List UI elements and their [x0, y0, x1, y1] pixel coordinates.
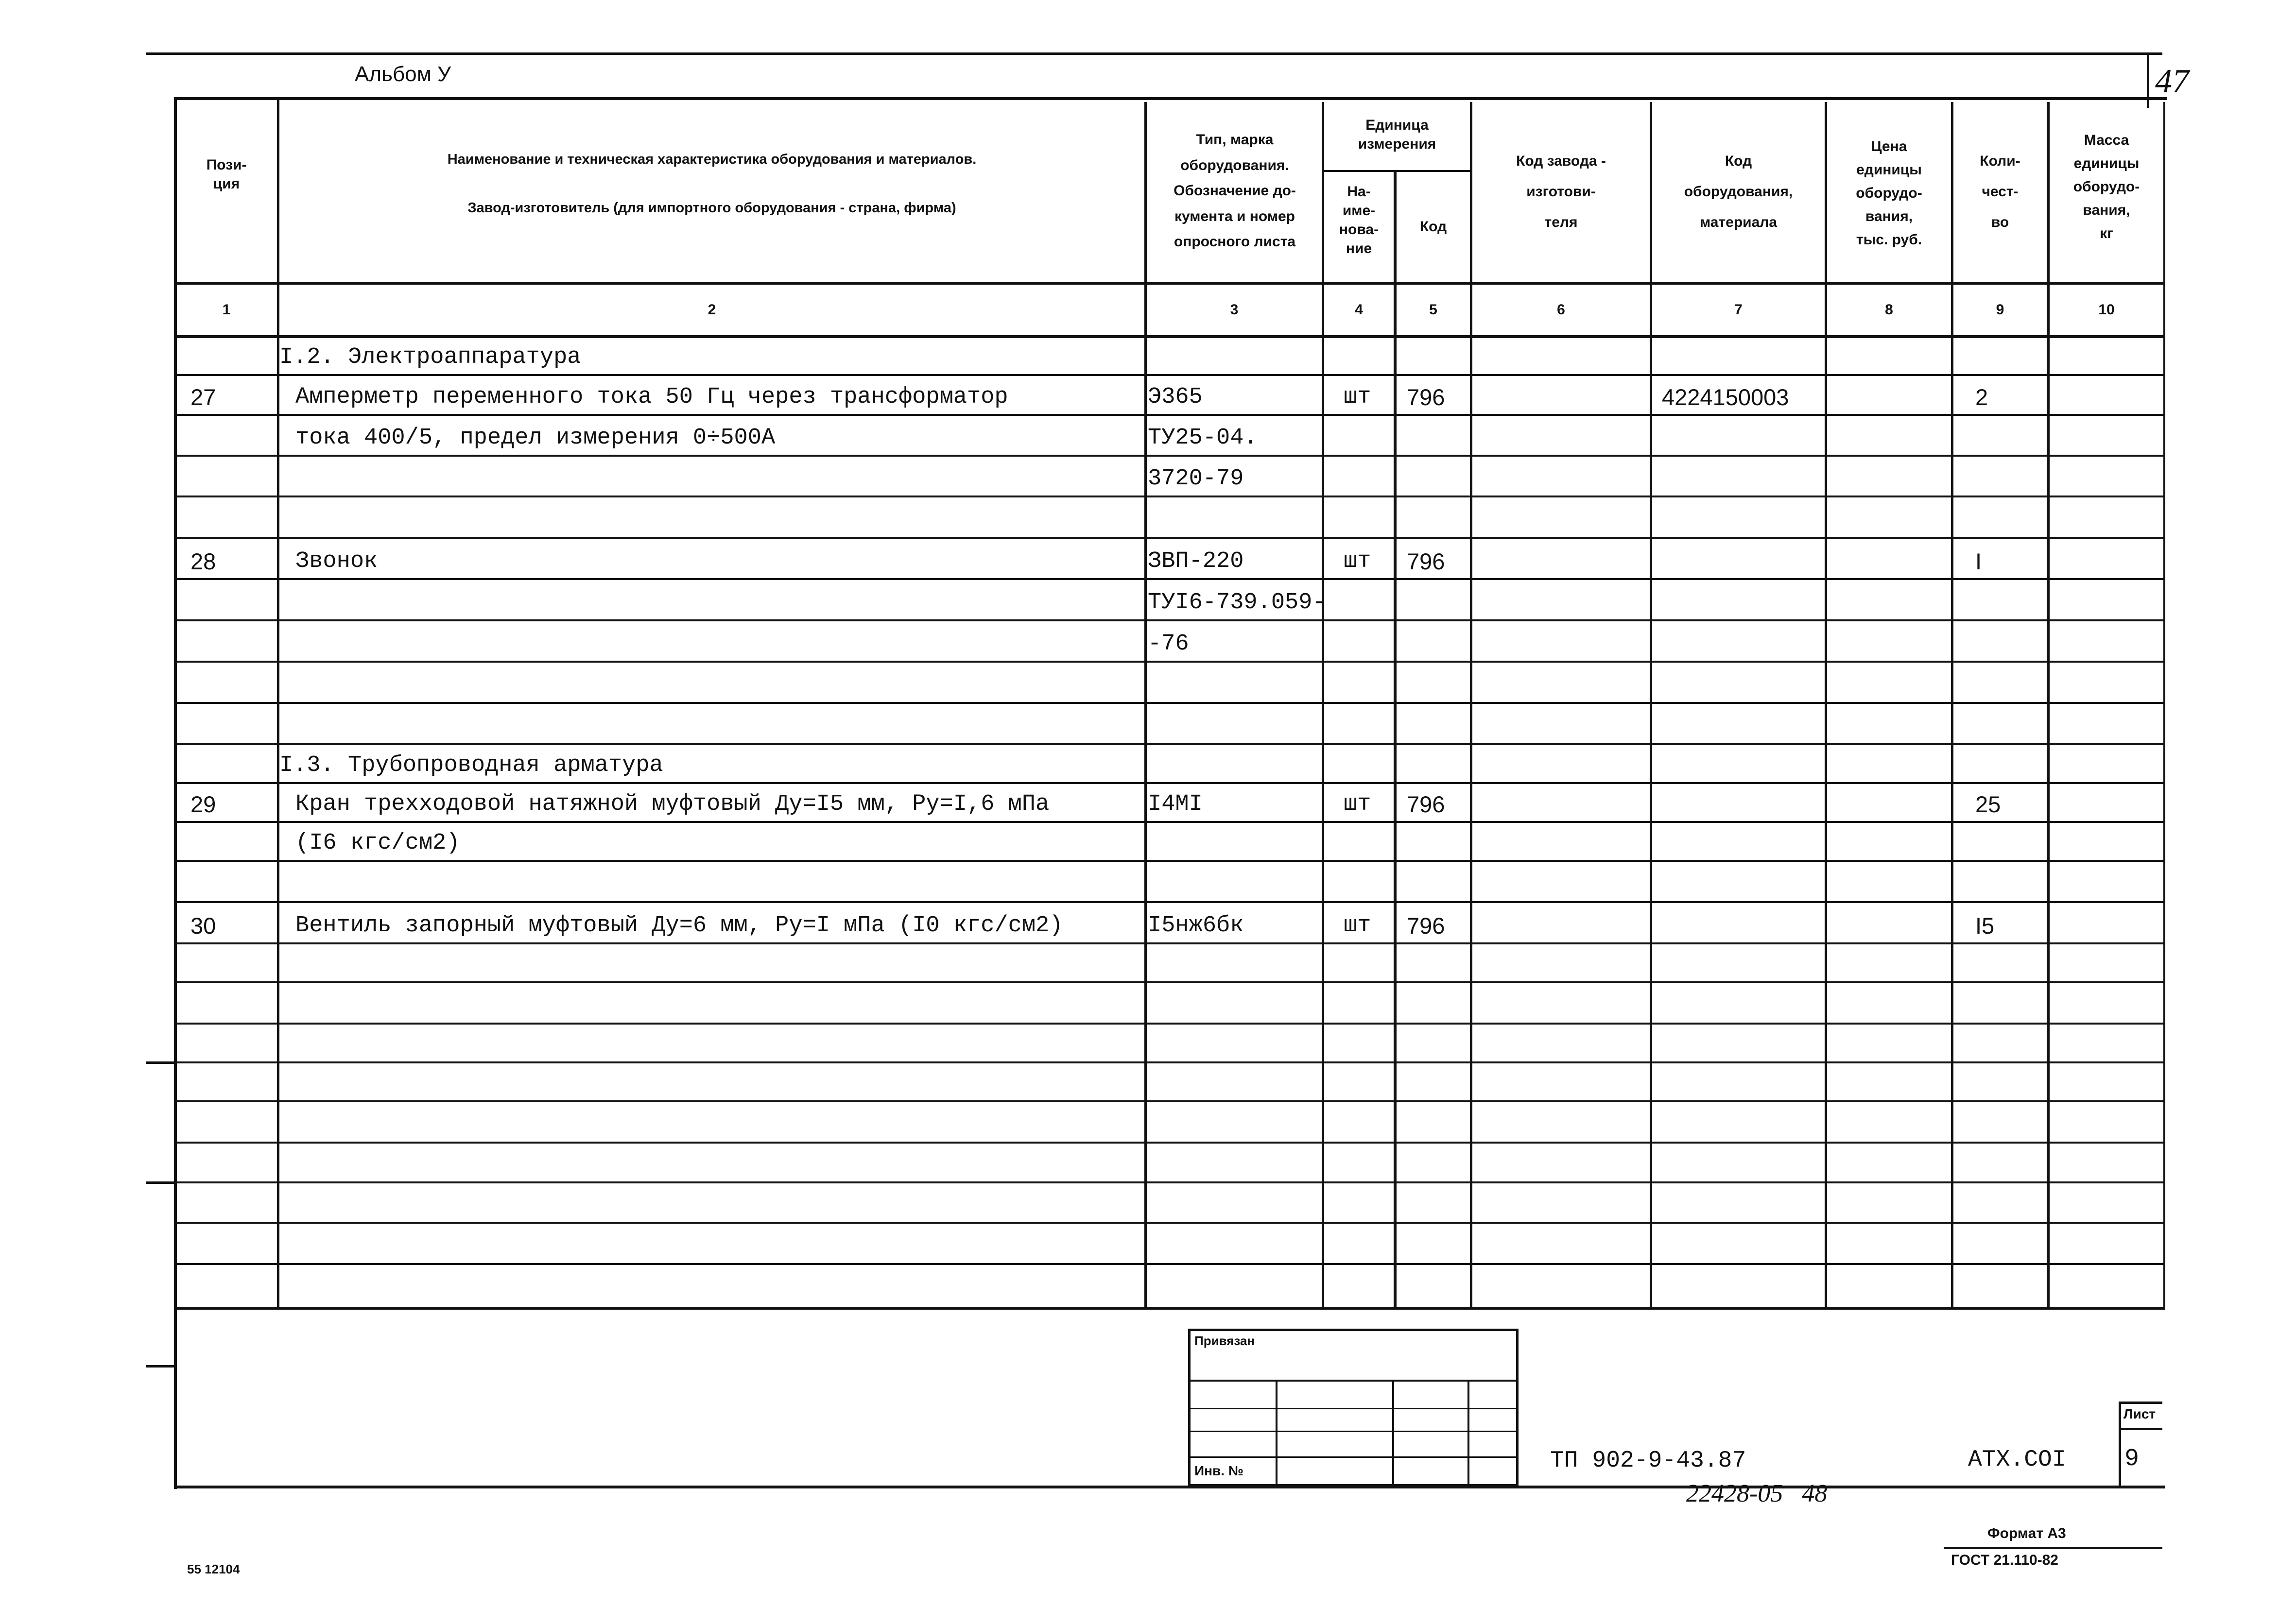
header-type: Тип, марка оборудования. Обозначение до- кумента и номер опросного листа — [1174, 132, 1296, 250]
doc-code: ТП 902-9-43.87 — [1550, 1448, 1746, 1474]
colnum-4: 4 — [1355, 302, 1363, 318]
cell-name: Кран трехходовой натяжной муфтовый Ду=I5 мм, Ру=I,6 мПа — [295, 791, 1050, 817]
gost-label: ГОСТ 21.110-82 — [1951, 1552, 2058, 1568]
row-line — [175, 901, 2165, 903]
handwritten-inventory-number: 22428-05 48 — [1686, 1480, 1828, 1507]
sheet-box-mid — [2119, 1428, 2162, 1430]
col-border-4 — [1394, 170, 1397, 1309]
sheet-number: 9 — [2124, 1445, 2140, 1473]
top-rule — [146, 52, 2162, 55]
cell-name: Амперметр переменного тока 50 Гц через трансформатор — [295, 384, 1008, 410]
cell-unit: шт — [1344, 548, 1371, 574]
header-bottom-border — [175, 282, 2165, 285]
sheet-box-top — [2119, 1402, 2162, 1404]
cell-pos: 28 — [190, 548, 216, 574]
album-label: Альбом У — [355, 62, 451, 86]
cell-pos: 27 — [190, 384, 216, 410]
colnum-5: 5 — [1429, 302, 1437, 318]
row-line — [175, 1142, 2165, 1144]
page-number-box-left — [2147, 54, 2149, 108]
stamp-vline-1 — [1276, 1380, 1277, 1487]
row-line — [175, 1181, 2165, 1183]
cell-type: 3720-79 — [1148, 466, 1244, 492]
title-bottom-border — [175, 1486, 2165, 1488]
cell-pos: 30 — [190, 913, 216, 939]
cell-unit: шт — [1344, 913, 1371, 939]
header-quantity: Коли- чест- во — [1980, 153, 2020, 230]
row-line — [175, 661, 2165, 663]
cell-type: -76 — [1148, 631, 1189, 657]
stamp-inv-no: Инв. № — [1194, 1463, 1244, 1478]
cell-pos: 29 — [190, 791, 216, 817]
cell-code: 796 — [1407, 384, 1445, 410]
margin-mark-3 — [146, 1365, 175, 1368]
row-line — [175, 702, 2165, 704]
cell-code: 796 — [1407, 548, 1445, 574]
format-rule — [1944, 1547, 2162, 1549]
row-line — [175, 496, 2165, 497]
cell-code: 796 — [1407, 791, 1445, 817]
row-line — [175, 821, 2165, 823]
cell-equip: 4224150003 — [1662, 384, 1789, 410]
row-line — [175, 942, 2165, 944]
footer-code: 55 12104 — [187, 1562, 240, 1576]
cell-unit: шт — [1344, 384, 1371, 410]
row-line — [175, 981, 2165, 983]
title-left-border — [174, 1309, 177, 1489]
row-line — [175, 537, 2165, 539]
doc-mark: АТХ.COI — [1968, 1447, 2066, 1473]
row-line — [175, 782, 2165, 784]
table-bottom-border — [175, 1307, 2165, 1310]
row-line — [175, 414, 2165, 416]
cell-qty: 25 — [1975, 791, 2001, 817]
stamp-privyazan: Привязан — [1194, 1333, 1255, 1348]
colnum-9: 9 — [1996, 302, 2004, 318]
cell-qty: I5 — [1975, 913, 1995, 939]
row-line — [175, 1023, 2165, 1025]
colnum-10: 10 — [2098, 302, 2115, 318]
row-line — [175, 1222, 2165, 1224]
header-price: Цена единицы оборудо- вания, тыс. руб. — [1856, 138, 1922, 248]
header-name-line2: Завод-изготовитель (для импортного оборудования - страна, фирма) — [467, 200, 956, 216]
colnum-3: 3 — [1230, 302, 1239, 318]
margin-mark-2 — [146, 1181, 175, 1184]
cell-name: I.3. Трубопроводная арматура — [279, 752, 663, 778]
colnum-8: 8 — [1885, 302, 1893, 318]
row-line — [175, 374, 2165, 376]
table-top-border — [175, 97, 2167, 100]
cell-type: ЗВП-220 — [1148, 548, 1244, 574]
row-line — [175, 619, 2165, 621]
cell-type: I5нж6бк — [1148, 913, 1244, 939]
row-line — [175, 1100, 2165, 1102]
cell-name: I.2. Электроаппаратура — [279, 344, 581, 370]
page-number: 47 — [2155, 63, 2189, 100]
cell-type: I4MI — [1148, 791, 1203, 817]
header-mass: Масса единицы оборудо- вания, кг — [2073, 132, 2140, 241]
unit-group-divider — [1323, 170, 1471, 172]
colnum-2: 2 — [708, 302, 716, 318]
cell-name: Звонок — [295, 548, 378, 574]
cell-type: ТУ25-04. — [1148, 425, 1258, 451]
row-line — [175, 743, 2165, 745]
stamp-vline-2 — [1392, 1380, 1394, 1487]
row-line — [175, 860, 2165, 862]
cell-unit: шт — [1344, 791, 1371, 817]
cell-name: Вентиль запорный муфтовый Ду=6 мм, Ру=I мПа (I0 кгс/см2) — [295, 913, 1063, 939]
cell-type: Э365 — [1148, 384, 1203, 410]
colnum-1: 1 — [222, 302, 231, 318]
header-equipment-code: Код оборудования, материала — [1684, 153, 1793, 230]
header-name-line1: Наименование и техническая характеристика оборудования и материалов. — [447, 152, 977, 167]
row-line — [175, 1061, 2165, 1063]
header-position: Пози- ция — [206, 157, 247, 192]
cell-qty: I — [1975, 548, 1982, 574]
cell-type: ТУI6-739.059- — [1148, 590, 1326, 615]
colnum-bottom-border — [175, 335, 2165, 338]
header-unit-code: Код — [1419, 219, 1447, 235]
margin-mark-1 — [146, 1061, 175, 1064]
sheet-box-left — [2119, 1402, 2121, 1488]
cell-name: тока 400/5, предел измерения 0÷500А — [295, 425, 776, 451]
header-unit-name: На- име- нова- ние — [1339, 184, 1379, 256]
colnum-7: 7 — [1734, 302, 1743, 318]
header-plant-code: Код завода - изготови- теля — [1516, 153, 1606, 230]
row-line — [175, 455, 2165, 457]
sheet-label: Лист — [2123, 1406, 2156, 1421]
format-label: Формат А3 — [1987, 1525, 2066, 1541]
cell-name: (I6 кгс/см2) — [295, 830, 460, 856]
cell-code: 796 — [1407, 913, 1445, 939]
cell-qty: 2 — [1975, 384, 1988, 410]
colnum-6: 6 — [1557, 302, 1565, 318]
header-unit-group: Единица измерения — [1358, 117, 1436, 152]
row-line — [175, 1263, 2165, 1265]
stamp-vline-3 — [1467, 1380, 1469, 1487]
row-line — [175, 578, 2165, 580]
